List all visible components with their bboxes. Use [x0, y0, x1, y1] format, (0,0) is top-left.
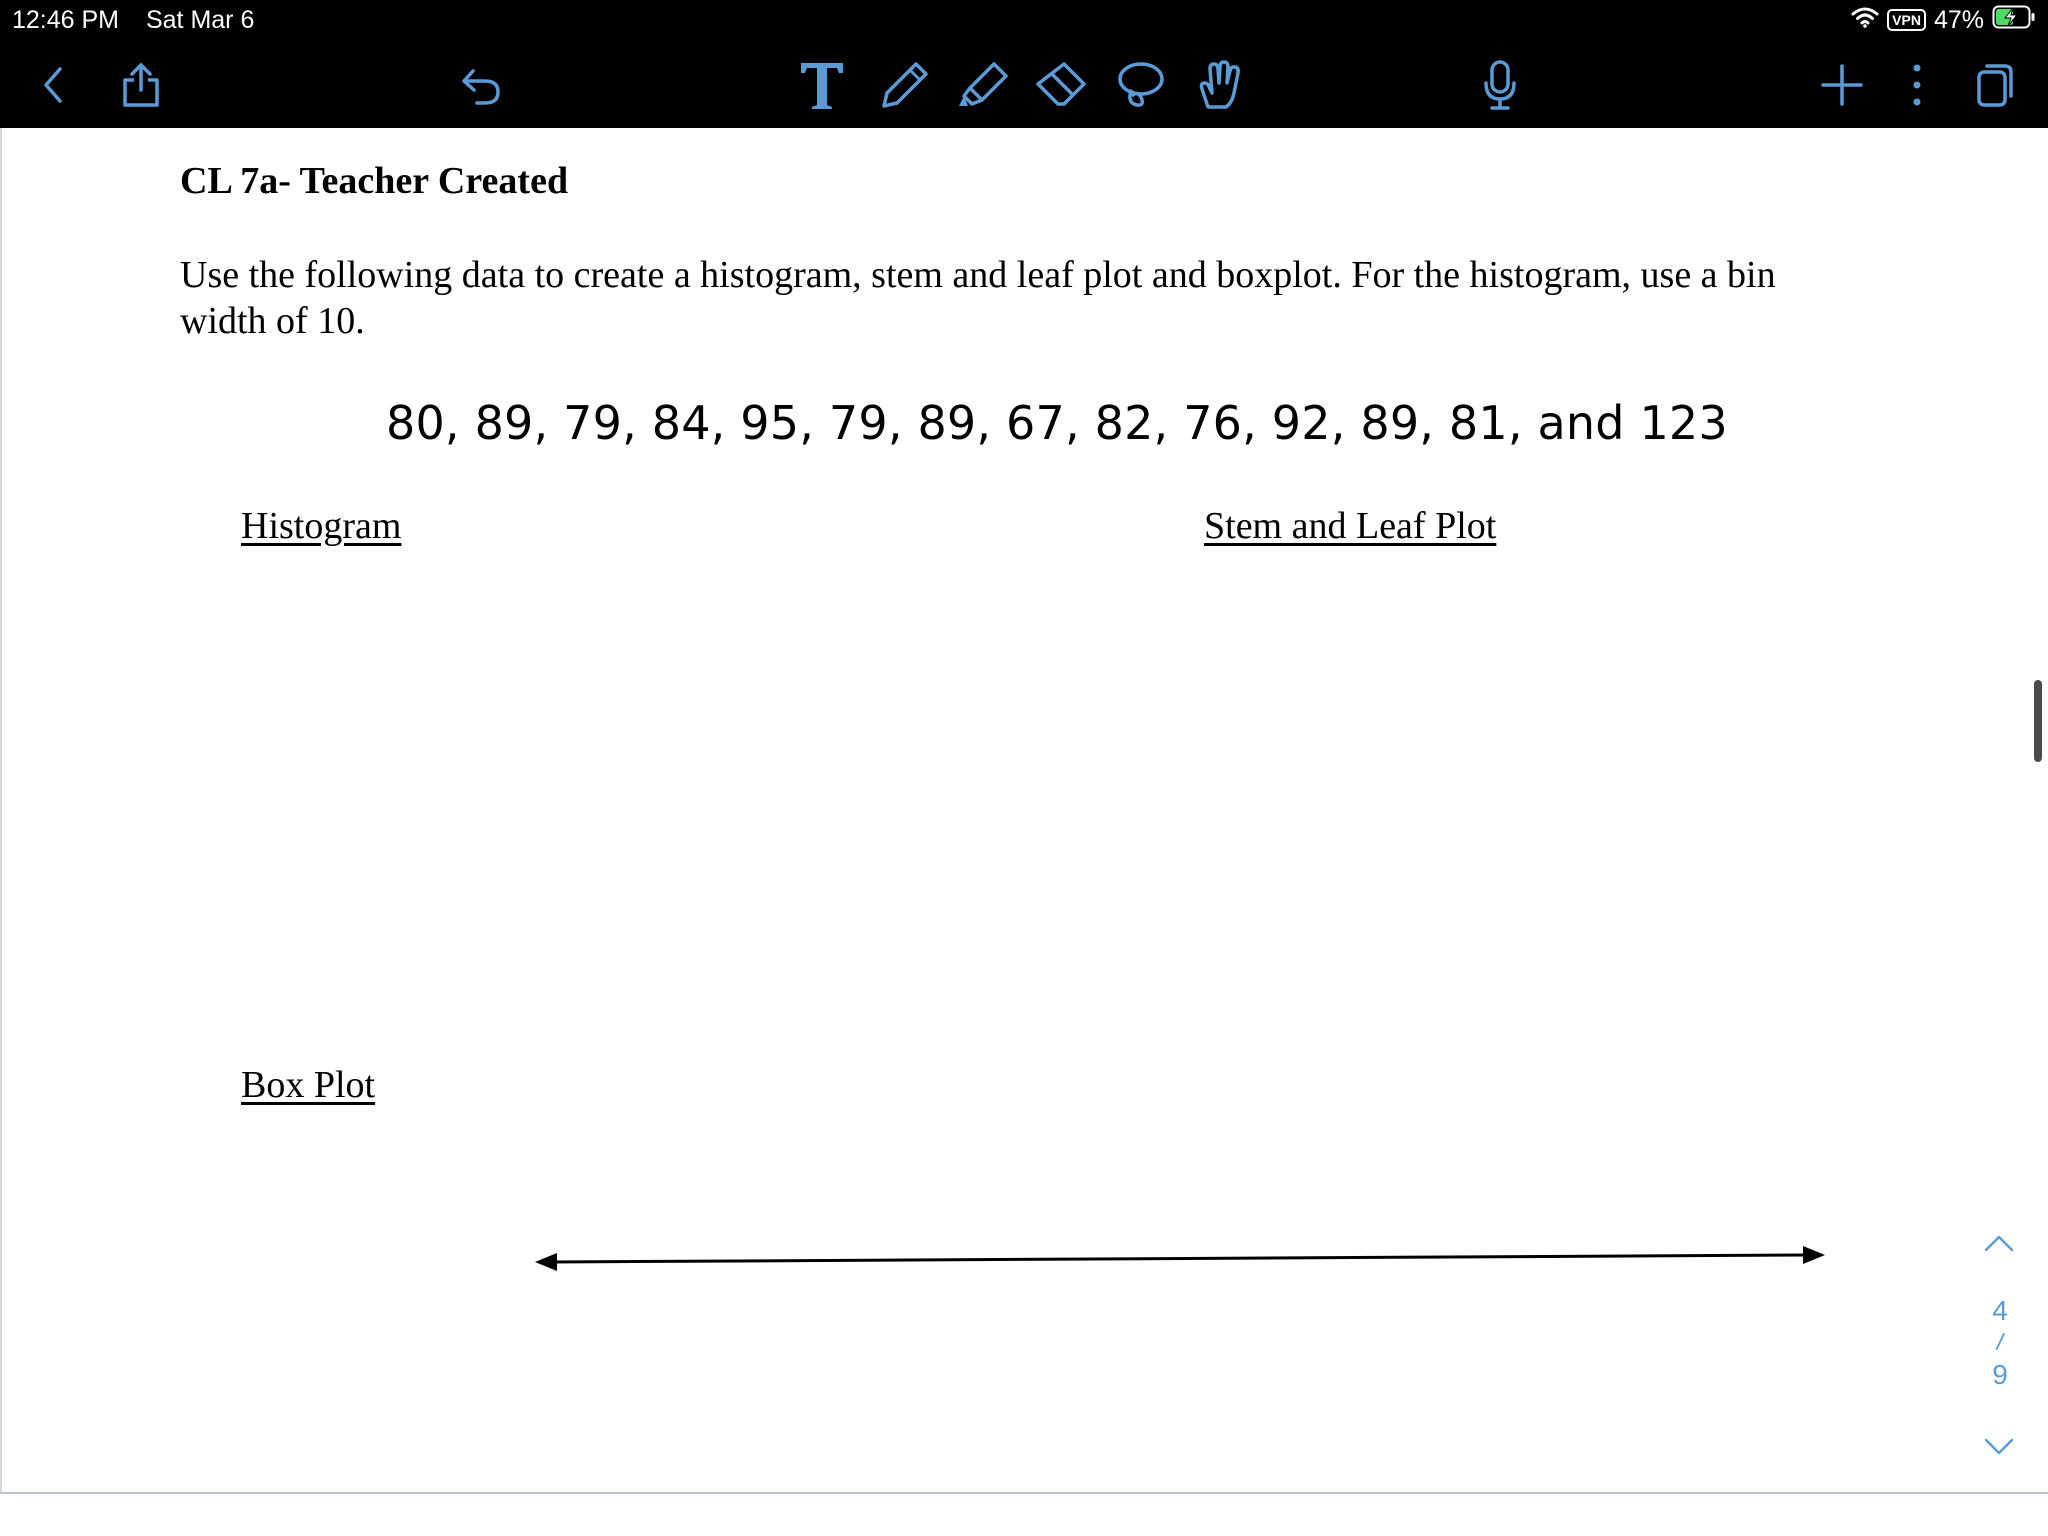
- scrollbar-thumb[interactable]: [2034, 680, 2042, 762]
- page-indicator: [1970, 1295, 2030, 1391]
- vpn-badge: VPN: [1887, 9, 1926, 31]
- chevron-up-icon: [1983, 1233, 2015, 1253]
- document-instructions: Use the following data to create a histogram, stem and leaf plot and boxplot. For the histogram, use a bin width of 10.: [180, 254, 1776, 342]
- page-divider: [0, 1492, 2048, 1494]
- chevron-down-icon: [1983, 1437, 2015, 1457]
- battery-percent: 47%: [1933, 5, 1984, 34]
- previous-page-button[interactable]: [1983, 1233, 2015, 1258]
- histogram-heading: Histogram: [241, 505, 402, 547]
- status-date: Sat Mar 6: [145, 6, 255, 34]
- next-page-button[interactable]: [1983, 1437, 2015, 1462]
- total-pages: 9: [1992, 1359, 2008, 1390]
- page-separator: /: [1994, 1328, 2006, 1357]
- current-page: 4: [1992, 1295, 2008, 1326]
- stem-leaf-heading: Stem and Leaf Plot: [1204, 505, 1497, 547]
- data-values: 80, 89, 79, 84, 95, 79, 89, 67, 82, 76, 92, 89, 81, and 123: [386, 396, 1728, 450]
- document-title: CL 7a- Teacher Created: [180, 160, 569, 202]
- status-time: 12:46 PM: [12, 6, 120, 34]
- box-plot-heading: Box Plot: [241, 1064, 376, 1106]
